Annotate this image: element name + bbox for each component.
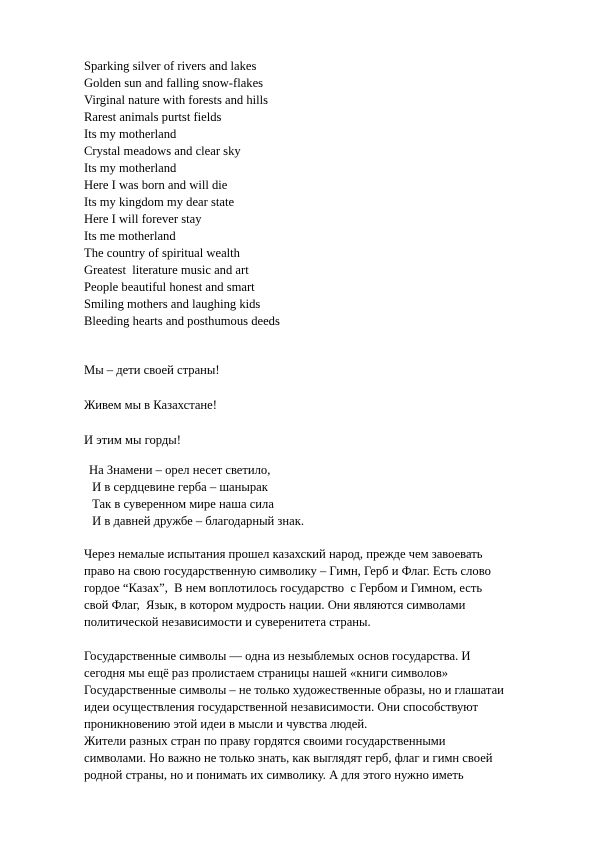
paragraph-line: идеи осуществления государственной независимости. Они способствуют [84, 700, 479, 714]
poem-line: Golden sun and falling snow-flakes [84, 76, 264, 90]
stanza-line: Так в суверенном мире наша сила [89, 497, 274, 511]
paragraph-line: проникновению этой идеи в мысли и чувства людей. [84, 717, 368, 731]
poem-line: Virginal nature with forests and hills [84, 93, 269, 107]
paragraph-line: Через немалые испытания прошел казахский народ, прежде чем завоевать [84, 547, 483, 561]
poem-line: Bleeding hearts and posthumous deeds [84, 314, 280, 328]
paragraph-line: свой Флаг, Язык, в котором мудрость нации. Они являются символами [84, 598, 466, 612]
russian-stanza [89, 462, 304, 530]
poem-line: The country of spiritual wealth [84, 246, 240, 260]
poem-line: Here I was born and will die [84, 178, 228, 192]
poem-line: Its me motherland [84, 229, 176, 243]
paragraph-line: гордое “Казах”, В нем воплотилось государство с Гербом и Гимном, есть [84, 581, 483, 595]
paragraph-line: политической независимости и суверенитета страны. [84, 615, 371, 629]
poem-line: Its my kingdom my dear state [84, 195, 235, 209]
poem-line: Greatest literature music and art [84, 263, 249, 277]
stanza-line: И в сердцевине герба – шанырак [89, 480, 268, 494]
english-poem [84, 58, 554, 330]
paragraph-line: символами. Но важно не только знать, как выглядят герб, флаг и гимн своей [84, 751, 493, 765]
russian-line-children: Мы – дети своей страны! [84, 363, 220, 377]
poem-line: Here I will forever stay [84, 212, 202, 226]
paragraph-symbols-history [84, 546, 524, 631]
poem-line: People beautiful honest and smart [84, 280, 255, 294]
paragraph-line: родной страны, но и понимать их символику. А для этого нужно иметь [84, 768, 464, 782]
russian-line-proud: И этим мы горды! [84, 433, 181, 447]
paragraph-line: Государственные символы — одна из незыблемых основ государства. И [84, 649, 471, 663]
poem-line: Sparking silver of rivers and lakes [84, 59, 257, 73]
stanza-line: И в давней дружбе – благодарный знак. [89, 514, 304, 528]
russian-line-kazakhstan: Живем мы в Казахстане! [84, 398, 217, 412]
paragraph-line: Жители разных стран по праву гордятся своими государственными [84, 734, 446, 748]
paragraph-state-symbols [84, 648, 524, 784]
stanza-line: На Знамени – орел несет светило, [89, 463, 271, 477]
paragraph-line: Государственные символы – не только художественные образы, но и глашатаи [84, 683, 504, 697]
poem-line: Crystal meadows and clear sky [84, 144, 241, 158]
paragraph-line: право на свою государственную символику – Гимн, Герб и Флаг. Есть слово [84, 564, 491, 578]
poem-line: Its my motherland [84, 161, 177, 175]
poem-line: Smiling mothers and laughing kids [84, 297, 261, 311]
paragraph-line: сегодня мы ещё раз пролистаем страницы нашей «книги символов» [84, 666, 449, 680]
poem-line: Rarest animals purtst fields [84, 110, 222, 124]
poem-line: Its my motherland [84, 127, 177, 141]
